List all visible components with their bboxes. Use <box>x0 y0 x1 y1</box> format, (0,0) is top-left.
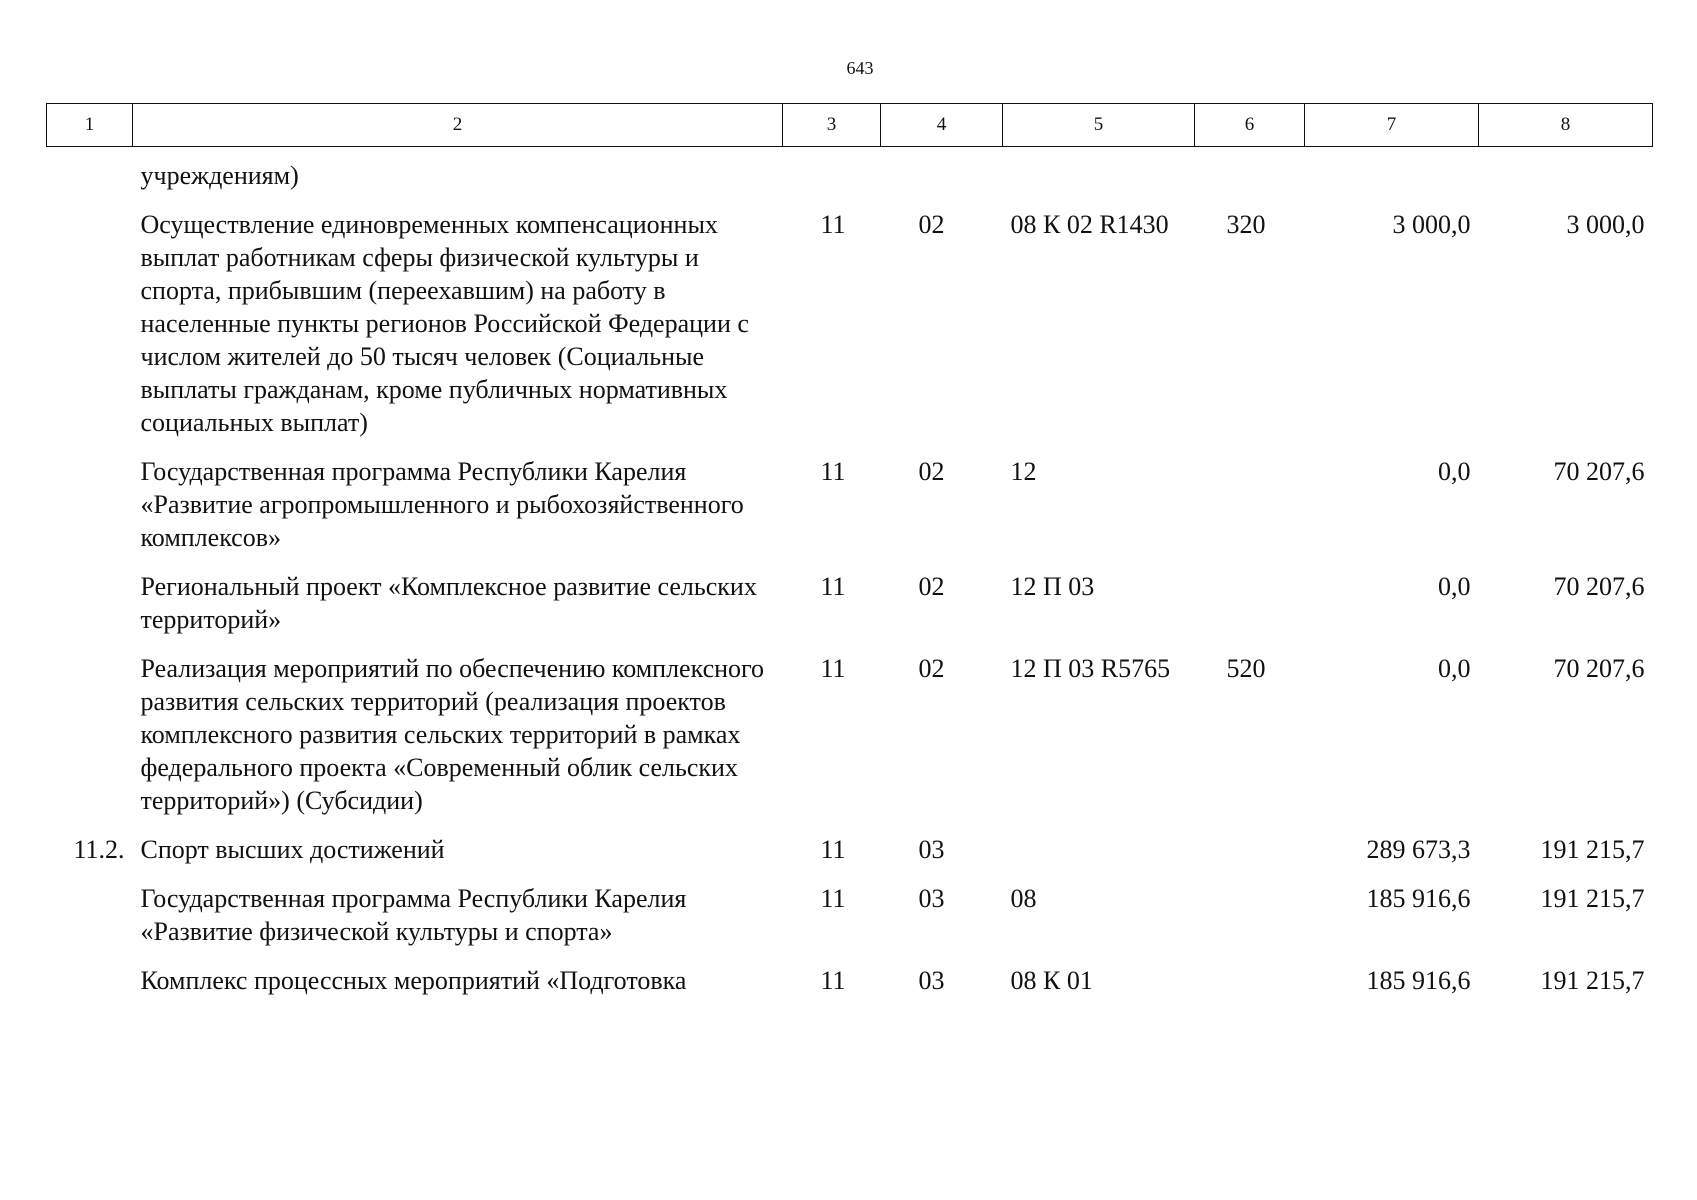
subsection-code-cell: 02 <box>918 654 945 683</box>
amount-year-1-cell <box>1305 147 1479 209</box>
row-name-cell: Государственная программа Республики Карелия «Развитие агропромышленного и рыбохозяйственного комплексов» <box>140 457 744 552</box>
subsection-code-cell <box>881 147 1003 209</box>
row-number-cell <box>47 882 133 964</box>
target-code-cell: 08 К 02 R1430 <box>1010 210 1169 239</box>
expense-type-cell <box>1195 570 1305 652</box>
table-row <box>47 147 1653 209</box>
row-name-cell: Осуществление единовременных компенсационных выплат работникам сферы физической культуры и спорта, прибывшим (переехавшим) на работу в населенные пункты регионов Российской Федерации с числом жителей до 50 тысяч человек (Социальные выплаты гражданам, кроме публичных нормативных социальных выплат) <box>140 210 749 437</box>
budget-table <box>46 103 1653 1013</box>
target-code-cell <box>1003 833 1195 882</box>
section-code-cell: 11 <box>820 654 846 683</box>
expense-type-cell <box>1195 882 1305 964</box>
target-code-cell: 12 П 03 <box>1010 572 1095 601</box>
expense-type-cell: 320 <box>1226 210 1266 239</box>
expense-type-cell <box>1195 964 1305 1013</box>
target-code-cell <box>1003 147 1195 209</box>
row-number-cell <box>47 147 133 209</box>
amount-year-2-cell: 3 000,0 <box>1566 210 1645 239</box>
column-header: 5 <box>1003 104 1195 147</box>
row-number-cell <box>47 455 133 570</box>
table-row <box>47 455 1653 570</box>
table-row <box>47 882 1653 964</box>
row-number-cell <box>47 652 133 833</box>
row-name-cell: Государственная программа Республики Карелия «Развитие физической культуры и спорта» <box>140 884 687 946</box>
section-code-cell: 11 <box>820 884 846 913</box>
row-number-cell: 11.2. <box>73 835 125 864</box>
column-number-header-row <box>47 104 1653 147</box>
amount-year-1-cell: 0,0 <box>1438 654 1471 683</box>
column-header: 2 <box>133 104 783 147</box>
amount-year-1-cell: 0,0 <box>1438 457 1471 486</box>
expense-type-cell: 520 <box>1226 654 1266 683</box>
amount-year-2-cell: 191 215,7 <box>1540 966 1645 995</box>
subsection-code-cell: 03 <box>918 966 945 995</box>
target-code-cell: 12 <box>1010 457 1037 486</box>
row-number-cell <box>47 208 133 455</box>
section-code-cell: 11 <box>820 457 846 486</box>
table-row <box>47 570 1653 652</box>
amount-year-2-cell: 70 207,6 <box>1553 572 1645 601</box>
amount-year-1-cell: 3 000,0 <box>1392 210 1471 239</box>
column-header: 4 <box>881 104 1003 147</box>
table-row <box>47 208 1653 455</box>
amount-year-2-cell: 191 215,7 <box>1540 884 1645 913</box>
column-header: 8 <box>1479 104 1653 147</box>
amount-year-1-cell: 185 916,6 <box>1366 884 1471 913</box>
expense-type-cell <box>1195 833 1305 882</box>
subsection-code-cell: 02 <box>918 457 945 486</box>
section-code-cell: 11 <box>820 966 846 995</box>
column-header: 1 <box>47 104 133 147</box>
table-row <box>47 652 1653 833</box>
section-code-cell: 11 <box>820 210 846 239</box>
row-name-cell: Региональный проект «Комплексное развитие сельских территорий» <box>140 572 757 634</box>
target-code-cell: 08 <box>1010 884 1037 913</box>
subsection-code-cell: 03 <box>918 884 945 913</box>
section-code-cell: 11 <box>820 835 846 864</box>
row-name-cell: Комплекс процессных мероприятий «Подготовка <box>140 966 687 995</box>
row-name-cell: Спорт высших достижений <box>140 835 445 864</box>
column-header: 3 <box>783 104 881 147</box>
column-header: 6 <box>1195 104 1305 147</box>
row-number-cell <box>47 964 133 1013</box>
amount-year-1-cell: 185 916,6 <box>1366 966 1471 995</box>
amount-year-2-cell: 70 207,6 <box>1553 457 1645 486</box>
target-code-cell: 12 П 03 R5765 <box>1010 654 1171 683</box>
expense-type-cell <box>1195 455 1305 570</box>
subsection-code-cell: 03 <box>918 835 945 864</box>
subsection-code-cell: 02 <box>918 210 945 239</box>
subsection-code-cell: 02 <box>918 572 945 601</box>
table-body <box>47 147 1653 1014</box>
row-number-cell <box>47 570 133 652</box>
amount-year-1-cell: 0,0 <box>1438 572 1471 601</box>
page-number: 643 <box>846 58 874 78</box>
table-row <box>47 964 1653 1013</box>
target-code-cell: 08 К 01 <box>1010 966 1093 995</box>
table-row <box>47 833 1653 882</box>
section-code-cell <box>783 147 881 209</box>
amount-year-2-cell: 191 215,7 <box>1540 835 1645 864</box>
row-name-cell: Реализация мероприятий по обеспечению комплексного развития сельских территорий (реализация проектов комплексного развития сельских территорий в рамках федерального проекта «Современный облик сельских территорий») (Субсидии) <box>140 654 765 815</box>
amount-year-1-cell: 289 673,3 <box>1366 835 1471 864</box>
row-name-cell: учреждениям) <box>140 161 299 190</box>
amount-year-2-cell <box>1479 147 1653 209</box>
column-header: 7 <box>1305 104 1479 147</box>
amount-year-2-cell: 70 207,6 <box>1553 654 1645 683</box>
section-code-cell: 11 <box>820 572 846 601</box>
expense-type-cell <box>1195 147 1305 209</box>
